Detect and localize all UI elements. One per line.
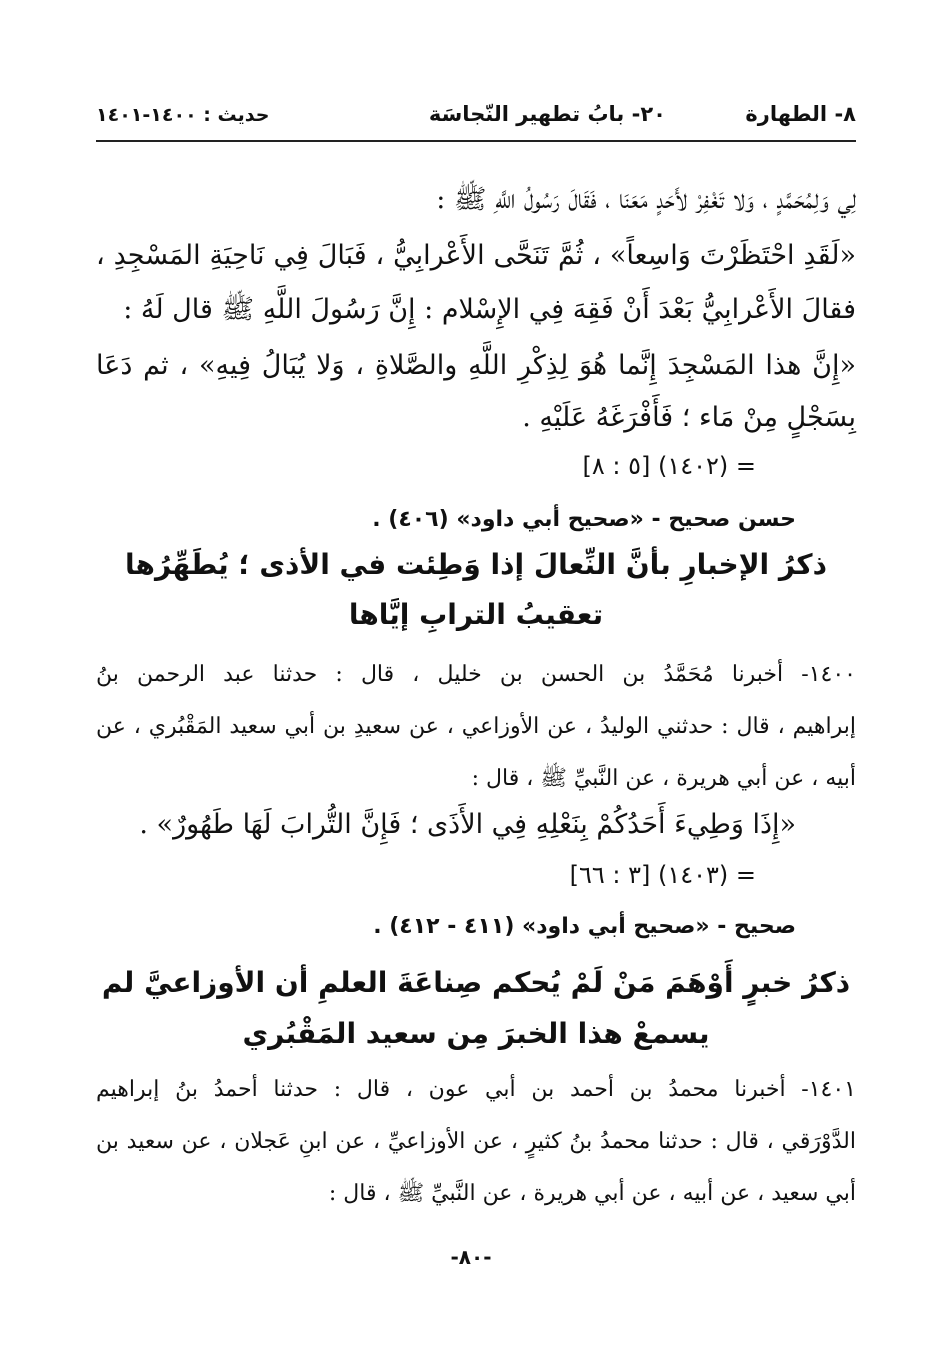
hadith-range: حديث : ١٤٠٠-١٤٠١ [96,104,270,126]
text-line: بِسَجْلٍ مِنْ مَاء ؛ فَأَفْرَغَهُ عَلَيْهِ . [522,402,856,433]
section-heading: يسمعْ هذا الخبرَ مِن سعيد المَقْبُري [242,1017,710,1050]
header-divider [96,140,856,142]
text-line: «لَقَدِ احْتَظَرْتَ وَاسِعاً» ، ثُمَّ تَنَحَّى الأَعْرابِيُّ ، فَبَالَ فِي نَاحِيَةِ المَسْجِدِ ، [96,240,856,271]
text-line: ١٤٠٠- أخبرنا مُحَمَّدُ بن الحسن بن خليل ، قال : حدثنا عبد الرحمن بنُ [96,662,856,687]
section-title: ٢٠- بابُ تطهير النّجاسَة [428,102,666,126]
text-line: إبراهيم ، قال : حدثني الوليدُ ، عن الأوزاعي ، عن سعيدِ بن أبي سعيد المَقْبُري ، عن [96,714,856,739]
text-line: الدَّوْرَقي ، قال : حدثنا محمدُ بنُ كثيرٍ ، عن الأوزاعيِّ ، عن ابنِ عَجلان ، عن سعيد بن [96,1129,856,1154]
grading-note: صحيح - «صحيح أبي داود» (٤١١ - ٤١٢) . [373,914,796,939]
chapter-title: ٨- الطهارة [745,102,856,126]
cross-reference: = (١٤٠٢) [٥ : ٨] [582,452,756,480]
text-line: أبي سعيد ، عن أبيه ، عن أبي هريرة ، عن النَّبيِّ ﷺ ، قال : [328,1181,856,1206]
page-number: -٨٠- [450,1245,492,1269]
text-line: لِي وَلِمُحَمَّدٍ ، وَلا تَغْفِرْ لأَحَدٍ مَعَنَا ، فَقَالَ رَسُولُ اللَّهِ ﷺ : [436,184,856,215]
running-header [96,98,856,138]
section-heading: تعقيبُ الترابِ إيَّاها [348,598,604,631]
text-line: ١٤٠١- أخبرنا محمدُ بن أحمد بن أبي عون ، قال : حدثنا أحمدُ بنُ إبراهيم [96,1077,856,1102]
section-heading: ذكرُ الإخبارِ بأنَّ النِّعالَ إذا وَطِئت في الأذى ؛ يُطَهِّرُها [125,548,827,581]
text-line: فقالَ الأَعْرابِيُّ بَعْدَ أَنْ فَقِهَ فِي الإِسْلام : إِنَّ رَسُولَ اللَّهِ ﷺ قال لَهُ : [123,294,856,325]
section-heading: ذكرُ خبرٍ أَوْهَمَ مَنْ لَمْ يُحكم صِناعَةَ العلمِ أن الأوزاعيَّ لم [101,966,851,999]
cross-reference: = (١٤٠٣) [٣ : ٦٦] [569,861,756,889]
text-line: «إِنَّ هذا المَسْجِدَ إِنَّما هُوَ لِذِكْرِ اللَّهِ والصَّلاةِ ، وَلا يُبَالُ فِيهِ» ، ثم دَعَا [96,350,856,381]
text-line: أبيه ، عن أبي هريرة ، عن النَّبيِّ ﷺ ، قال : [471,766,856,791]
grading-note: حسن صحيح - «صحيح أبي داود» (٤٠٦) . [372,507,796,532]
hadith-quote: «إِذَا وَطِيءَ أَحَدُكُمْ بِنَعْلِهِ فِي الأَذَى ؛ فَإِنَّ التُّرابَ لَهَا طَهُورٌ» . [139,809,796,840]
